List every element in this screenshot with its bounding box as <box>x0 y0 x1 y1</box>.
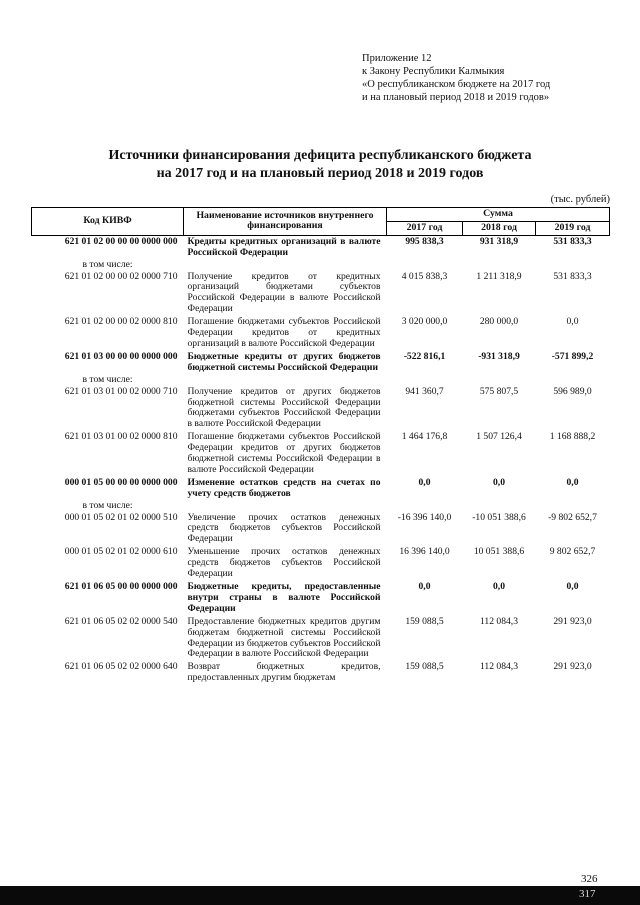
value-2019-cell: 0,0 <box>566 476 579 488</box>
value-2017-cell: 0,0 <box>418 476 431 488</box>
appendix-line-2: к Закону Республики Калмыкия <box>362 66 505 77</box>
value-2018-cell: 1 507 126,4 <box>476 431 522 443</box>
header-code: Код КИВФ <box>32 208 184 236</box>
table-row <box>32 477 610 501</box>
table-header-row <box>32 208 610 222</box>
value-2019-cell: 9 802 652,7 <box>549 546 596 558</box>
value-2017-cell: 159 088,5 <box>405 615 444 627</box>
value-2017-cell: 159 088,5 <box>405 661 444 673</box>
empty-cell <box>184 375 610 386</box>
value-2018-cell: 10 051 388,6 <box>473 546 525 558</box>
appendix-line-4: и на плановый период 2018 и 2019 годов» <box>362 92 550 103</box>
value-2017-cell: 3 020 000,0 <box>401 316 448 328</box>
value-2017-cell: 16 396 140,0 <box>399 546 450 558</box>
title-line-2: на 2017 год и на плановый период 2018 и 2019 годов <box>156 166 484 181</box>
units-note: (тыс. рублей) <box>550 194 610 205</box>
value-2019-cell: -9 802 652,7 <box>548 511 597 523</box>
value-2018-cell: 575 807,5 <box>479 385 519 397</box>
value-2019-cell: 1 168 888,2 <box>549 431 596 443</box>
name-cell: Погашение бюджетами субъектов Российской Федерации кредитов от других бюджетов бюджетной системы Российской Федерации в валюте Российской Федерации <box>187 431 381 475</box>
footer-bar <box>0 886 640 905</box>
value-2017-cell: 995 838,3 <box>405 235 444 247</box>
table-row <box>32 351 610 375</box>
appendix-note <box>362 52 612 104</box>
value-2019-cell: 291 923,0 <box>553 661 592 673</box>
value-2017-cell: 4 015 838,3 <box>401 270 448 282</box>
value-2017-cell: -16 396 140,0 <box>397 511 452 523</box>
code-cell: 621 01 06 05 02 02 0000 640 <box>64 661 178 673</box>
name-cell: Получение кредитов от кредитных организаций бюджетами субъектов Российской Федерации в валюте Российской Федерации <box>187 270 381 315</box>
table-body <box>32 235 610 685</box>
title-line-1: Источники финансирования дефицита республиканского бюджета <box>108 148 532 163</box>
subheading-cell: в том числе: <box>82 258 133 270</box>
name-cell: Бюджетные кредиты от других бюджетов бюджетной системы Российской Федерации <box>187 350 381 373</box>
document-title <box>60 147 580 183</box>
subheading-cell: в том числе: <box>82 499 133 511</box>
code-cell: 621 01 03 01 00 02 0000 710 <box>64 385 178 397</box>
code-cell: 000 01 05 02 01 02 0000 610 <box>64 546 178 558</box>
code-cell: 621 01 02 00 00 02 0000 710 <box>64 270 178 282</box>
footer-number: 317 <box>579 888 596 900</box>
header-2018: 2018 год <box>463 221 536 235</box>
table-row <box>32 235 610 259</box>
table-row <box>32 616 610 662</box>
empty-cell <box>184 501 610 512</box>
name-cell: Бюджетные кредиты, предоставленные внутри страны в валюте Российской Федерации <box>187 581 381 614</box>
table-row <box>32 512 610 547</box>
code-cell: 000 01 05 00 00 00 0000 000 <box>64 476 178 488</box>
value-2018-cell: 931 318,9 <box>479 235 519 247</box>
value-2018-cell: 1 211 318,9 <box>476 270 522 282</box>
header-sum: Сумма <box>387 208 610 222</box>
value-2019-cell: 0,0 <box>566 316 579 328</box>
value-2018-cell: -10 051 388,6 <box>472 511 526 523</box>
value-2018-cell: 112 084,3 <box>479 661 519 673</box>
financing-table <box>31 207 610 685</box>
value-2019-cell: 531 833,3 <box>553 270 592 282</box>
value-2017-cell: -522 816,1 <box>403 350 446 362</box>
header-name: Наименование источников внутреннего финансирования <box>184 208 387 236</box>
table-row <box>32 271 610 317</box>
table-row <box>32 661 610 685</box>
value-2019-cell: -571 899,2 <box>551 350 594 362</box>
value-2018-cell: 0,0 <box>493 581 505 592</box>
code-cell: 621 01 03 00 00 00 0000 000 <box>64 350 178 362</box>
code-cell: 621 01 06 05 02 02 0000 540 <box>64 615 178 627</box>
value-2019-cell: 596 989,0 <box>553 385 592 397</box>
code-cell: 000 01 05 02 01 02 0000 510 <box>64 511 178 523</box>
header-2017: 2017 год <box>387 221 463 235</box>
appendix-line-3: «О республиканском бюджете на 2017 год <box>362 79 551 90</box>
name-cell: Уменьшение прочих остатков денежных средств бюджетов субъектов Российской Федерации <box>187 546 381 580</box>
value-2019-cell: 0,0 <box>566 581 579 592</box>
name-cell: Увеличение прочих остатков денежных средств бюджетов субъектов Российской Федерации <box>187 511 381 545</box>
name-cell: Предоставление бюджетных кредитов другим бюджетам бюджетной системы Российской Федерации из бюджетов субъектов Российской Федерации в валюте Российской Федерации <box>187 615 381 660</box>
value-2017-cell: 941 360,7 <box>405 385 444 397</box>
code-cell: 621 01 02 00 00 00 0000 000 <box>64 235 178 247</box>
header-2019: 2019 год <box>536 221 610 235</box>
code-cell: 621 01 02 00 00 02 0000 810 <box>64 316 178 328</box>
value-2019-cell: 291 923,0 <box>553 615 592 627</box>
table-row <box>32 316 610 351</box>
value-2019-cell: 531 833,3 <box>553 235 592 247</box>
subheading-cell: в том числе: <box>82 373 133 385</box>
value-2017-cell: 0,0 <box>418 581 431 592</box>
table-row <box>32 260 610 271</box>
table-row <box>32 431 610 477</box>
name-cell: Возврат бюджетных кредитов, предоставленных другим бюджетам <box>187 661 381 684</box>
code-cell: 621 01 03 01 00 02 0000 810 <box>64 431 178 443</box>
table-row <box>32 501 610 512</box>
name-cell: Изменение остатков средств на счетах по учету средств бюджетов <box>187 476 381 499</box>
value-2018-cell: 112 084,3 <box>479 615 519 627</box>
name-cell: Кредиты кредитных организаций в валюте Российской Федерации <box>187 235 381 258</box>
page-number: 326 <box>581 873 598 885</box>
appendix-line-1: Приложение 12 <box>362 53 432 64</box>
value-2017-cell: 1 464 176,8 <box>401 431 448 443</box>
value-2018-cell: 280 000,0 <box>479 316 519 328</box>
table-row <box>32 546 610 581</box>
empty-cell <box>184 260 610 271</box>
table-row <box>32 581 610 616</box>
table-row <box>32 375 610 386</box>
name-cell: Получение кредитов от других бюджетов бюджетной системы Российской Федерации бюджетами субъектов Российской Федерации в валюте Российской Федерации <box>187 385 381 430</box>
name-cell: Погашение бюджетами субъектов Российской Федерации кредитов от кредитных организаций в валюте Российской Федерации <box>187 316 381 349</box>
table-row <box>32 386 610 432</box>
value-2018-cell: -931 318,9 <box>478 350 520 362</box>
value-2018-cell: 0,0 <box>493 476 505 488</box>
code-cell: 621 01 06 05 00 00 0000 000 <box>64 581 178 592</box>
